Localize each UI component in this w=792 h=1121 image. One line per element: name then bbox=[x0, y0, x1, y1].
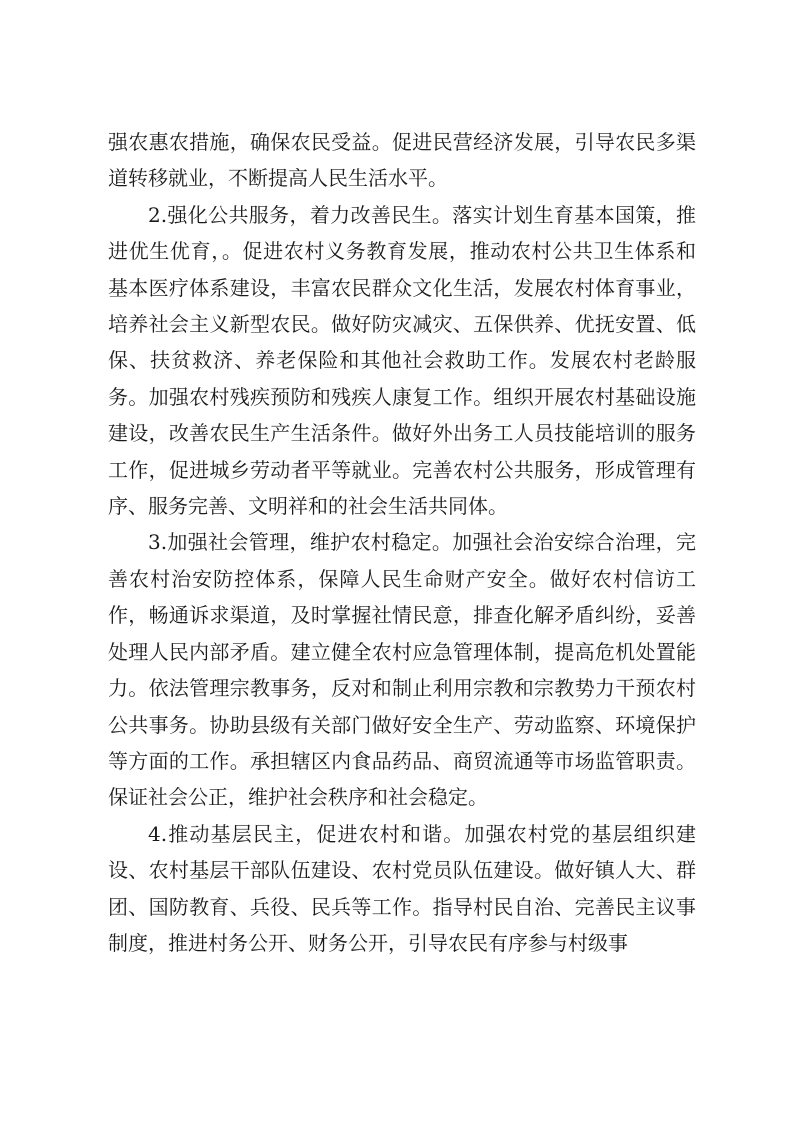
paragraph-item-2: 2.强化公共服务，着力改善民生。落实计划生育基本国策，推进优生优育，。促进农村义务教育发展，推动农村公共卫生体系和基本医疗体系建设，丰富农民群众文化生活，发展农村体育事业，培养社会主义新型农民。做好防灾减灾、五保供养、优抚安置、低保、扶贫救济、养老保险和其他社会救助工作。发展农村老龄服务。加强农村残疾预防和残疾人康复工作。组织开展农村基础设施建设，改善农民生产生活条件。做好外出务工人员技能培训的服务工作，促进城乡劳动者平等就业。完善农村公共服务，形成管理有序、服务完善、文明祥和的社会生活共同体。 bbox=[108, 202, 696, 519]
paragraph-item-3: 3.加强社会管理，维护农村稳定。加强社会治安综合治理，完善农村治安防控体系，保障人民生命财产安全。做好农村信访工作，畅通诉求渠道，及时掌握社情民意，排查化解矛盾纠纷，妥善处理人民内部矛盾。建立健全农村应急管理体制，提高危机处置能力。依法管理宗教事务，反对和制止利用宗教和宗教势力干预农村公共事务。协助县级有关部门做好安全生产、劳动监察、环境保护等方面的工作。承担辖区内食品药品、商贸流通等市场监管职责。保证社会公正，维护社会秩序和社会稳定。 bbox=[108, 530, 696, 810]
document-body bbox=[108, 124, 696, 961]
paragraph-continuation: 强农惠农措施，确保农民受益。促进民营经济发展，引导农民多渠道转移就业，不断提高人民生活水平。 bbox=[108, 130, 696, 191]
paragraph-item-4: 4.推动基层民主，促进农村和谐。加强农村党的基层组织建设、农村基层干部队伍建设、农村党员队伍建设。做好镇人大、群团、国防教育、兵役、民兵等工作。指导村民自治、完善民主议事制度，推进村务公开、财务公开，引导农民有序参与村级事 bbox=[108, 821, 696, 955]
